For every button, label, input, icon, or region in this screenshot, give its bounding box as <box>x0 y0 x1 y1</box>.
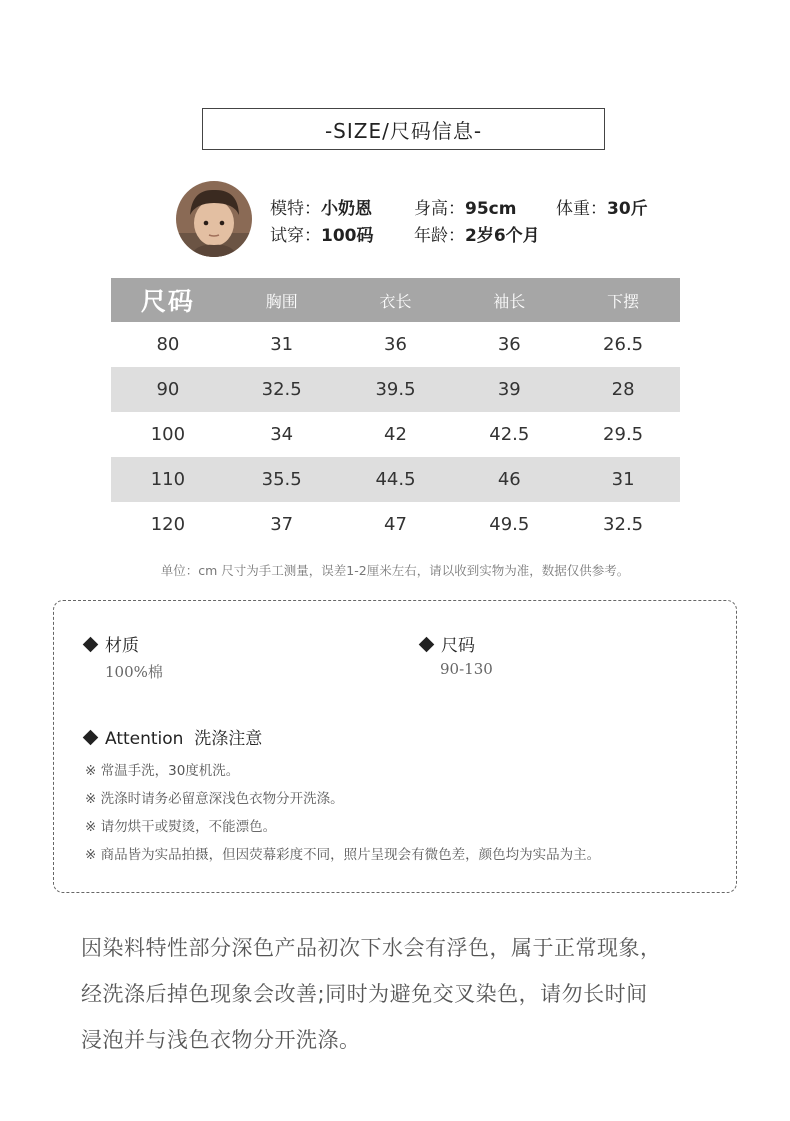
care-note: ※ 请勿烘干或熨烫，不能漂色。 <box>85 819 277 835</box>
table-row <box>111 412 680 457</box>
table-cell: 36 <box>497 334 521 355</box>
model-info-row <box>270 193 648 220</box>
header-hem: 下摆 <box>566 278 680 322</box>
size-range-heading <box>421 631 475 656</box>
model-name-value: 小奶恩 <box>321 199 372 219</box>
table-cell: 29.5 <box>603 424 644 445</box>
material-value: 100%棉 <box>105 663 163 681</box>
model-tried-size-label: 试穿： <box>270 226 321 246</box>
table-cell: 110 <box>111 457 225 502</box>
material-heading <box>85 631 139 656</box>
size-table-header-row <box>111 278 680 322</box>
table-cell: 26.5 <box>603 334 644 355</box>
diamond-bullet-icon <box>83 636 99 652</box>
model-age-value: 2岁6个月 <box>465 226 540 246</box>
table-cell: 31 <box>566 457 680 502</box>
care-note: ※ 常温手洗，30度机洗。 <box>85 763 240 779</box>
size-table <box>111 278 680 547</box>
table-row <box>111 502 680 547</box>
care-note: ※ 洗涤时请务必留意深浅色衣物分开洗涤。 <box>85 791 344 807</box>
table-cell: 90 <box>111 367 225 412</box>
material-heading-text: 材质 <box>105 636 139 656</box>
table-cell: 120 <box>150 514 186 535</box>
care-note: ※ 商品皆为实品拍摄，但因荧幕彩度不同，照片呈现会有微色差，颜色均为实品为主。 <box>85 847 601 863</box>
model-name-label: 模特： <box>270 199 321 219</box>
model-age-label: 年龄： <box>414 226 465 246</box>
header-chest: 胸围 <box>225 278 339 322</box>
table-cell: 39.5 <box>339 367 453 412</box>
attention-heading <box>85 724 262 749</box>
model-age-field <box>414 221 540 246</box>
model-weight-label: 体重： <box>556 199 607 219</box>
table-row <box>111 457 680 502</box>
table-cell: 80 <box>156 334 180 355</box>
model-height-field <box>414 194 556 219</box>
table-cell: 37 <box>270 514 294 535</box>
diamond-bullet-icon <box>83 729 99 745</box>
model-name-field <box>270 194 414 219</box>
table-cell: 35.5 <box>225 457 339 502</box>
model-weight-value: 30斤 <box>607 199 648 219</box>
table-cell: 31 <box>270 334 294 355</box>
table-cell: 42 <box>384 424 407 445</box>
size-range-value: 90-130 <box>440 660 493 678</box>
dye-notice <box>81 928 662 1066</box>
model-avatar <box>176 181 252 257</box>
model-tried-size-field <box>270 221 414 246</box>
care-info-box <box>53 600 737 893</box>
model-weight-field <box>556 194 648 219</box>
size-range-heading-text: 尺码 <box>441 636 475 656</box>
table-cell: 44.5 <box>339 457 453 502</box>
table-cell: 39 <box>452 367 566 412</box>
table-cell: 100 <box>150 424 186 445</box>
table-cell: 32.5 <box>603 514 644 535</box>
model-info <box>270 193 648 247</box>
table-cell: 49.5 <box>489 514 530 535</box>
header-sleeve: 袖长 <box>452 278 566 322</box>
model-height-value: 95cm <box>465 199 517 219</box>
table-cell: 32.5 <box>225 367 339 412</box>
table-cell: 47 <box>384 514 407 535</box>
header-size: 尺码 <box>111 278 225 322</box>
page-title: -SIZE/尺码信息- <box>202 108 605 150</box>
dye-notice-line: 因染料特性部分深色产品初次下水会有浮色，属于正常现象， <box>81 936 662 960</box>
table-cell: 28 <box>566 367 680 412</box>
table-row <box>111 322 680 367</box>
model-tried-size-value: 100码 <box>321 226 374 246</box>
dye-notice-line: 浸泡并与浅色衣物分开洗涤。 <box>81 1028 361 1052</box>
table-cell: 46 <box>452 457 566 502</box>
model-height-label: 身高： <box>414 199 465 219</box>
diamond-bullet-icon <box>419 636 435 652</box>
table-cell: 42.5 <box>489 424 530 445</box>
dye-notice-line: 经洗涤后掉色现象会改善;同时为避免交叉染色，请勿长时间 <box>81 982 648 1006</box>
attention-heading-text: Attention 洗涤注意 <box>105 729 263 749</box>
care-notes <box>85 757 600 869</box>
table-cell: 34 <box>270 424 294 445</box>
table-cell: 36 <box>384 334 407 355</box>
table-row <box>111 367 680 412</box>
model-info-row <box>270 220 648 247</box>
unit-note: 单位：cm 尺寸为手工测量，误差1-2厘米左右，请以收到实物为准，数据仅供参考。 <box>160 563 630 578</box>
header-length: 衣长 <box>339 278 453 322</box>
